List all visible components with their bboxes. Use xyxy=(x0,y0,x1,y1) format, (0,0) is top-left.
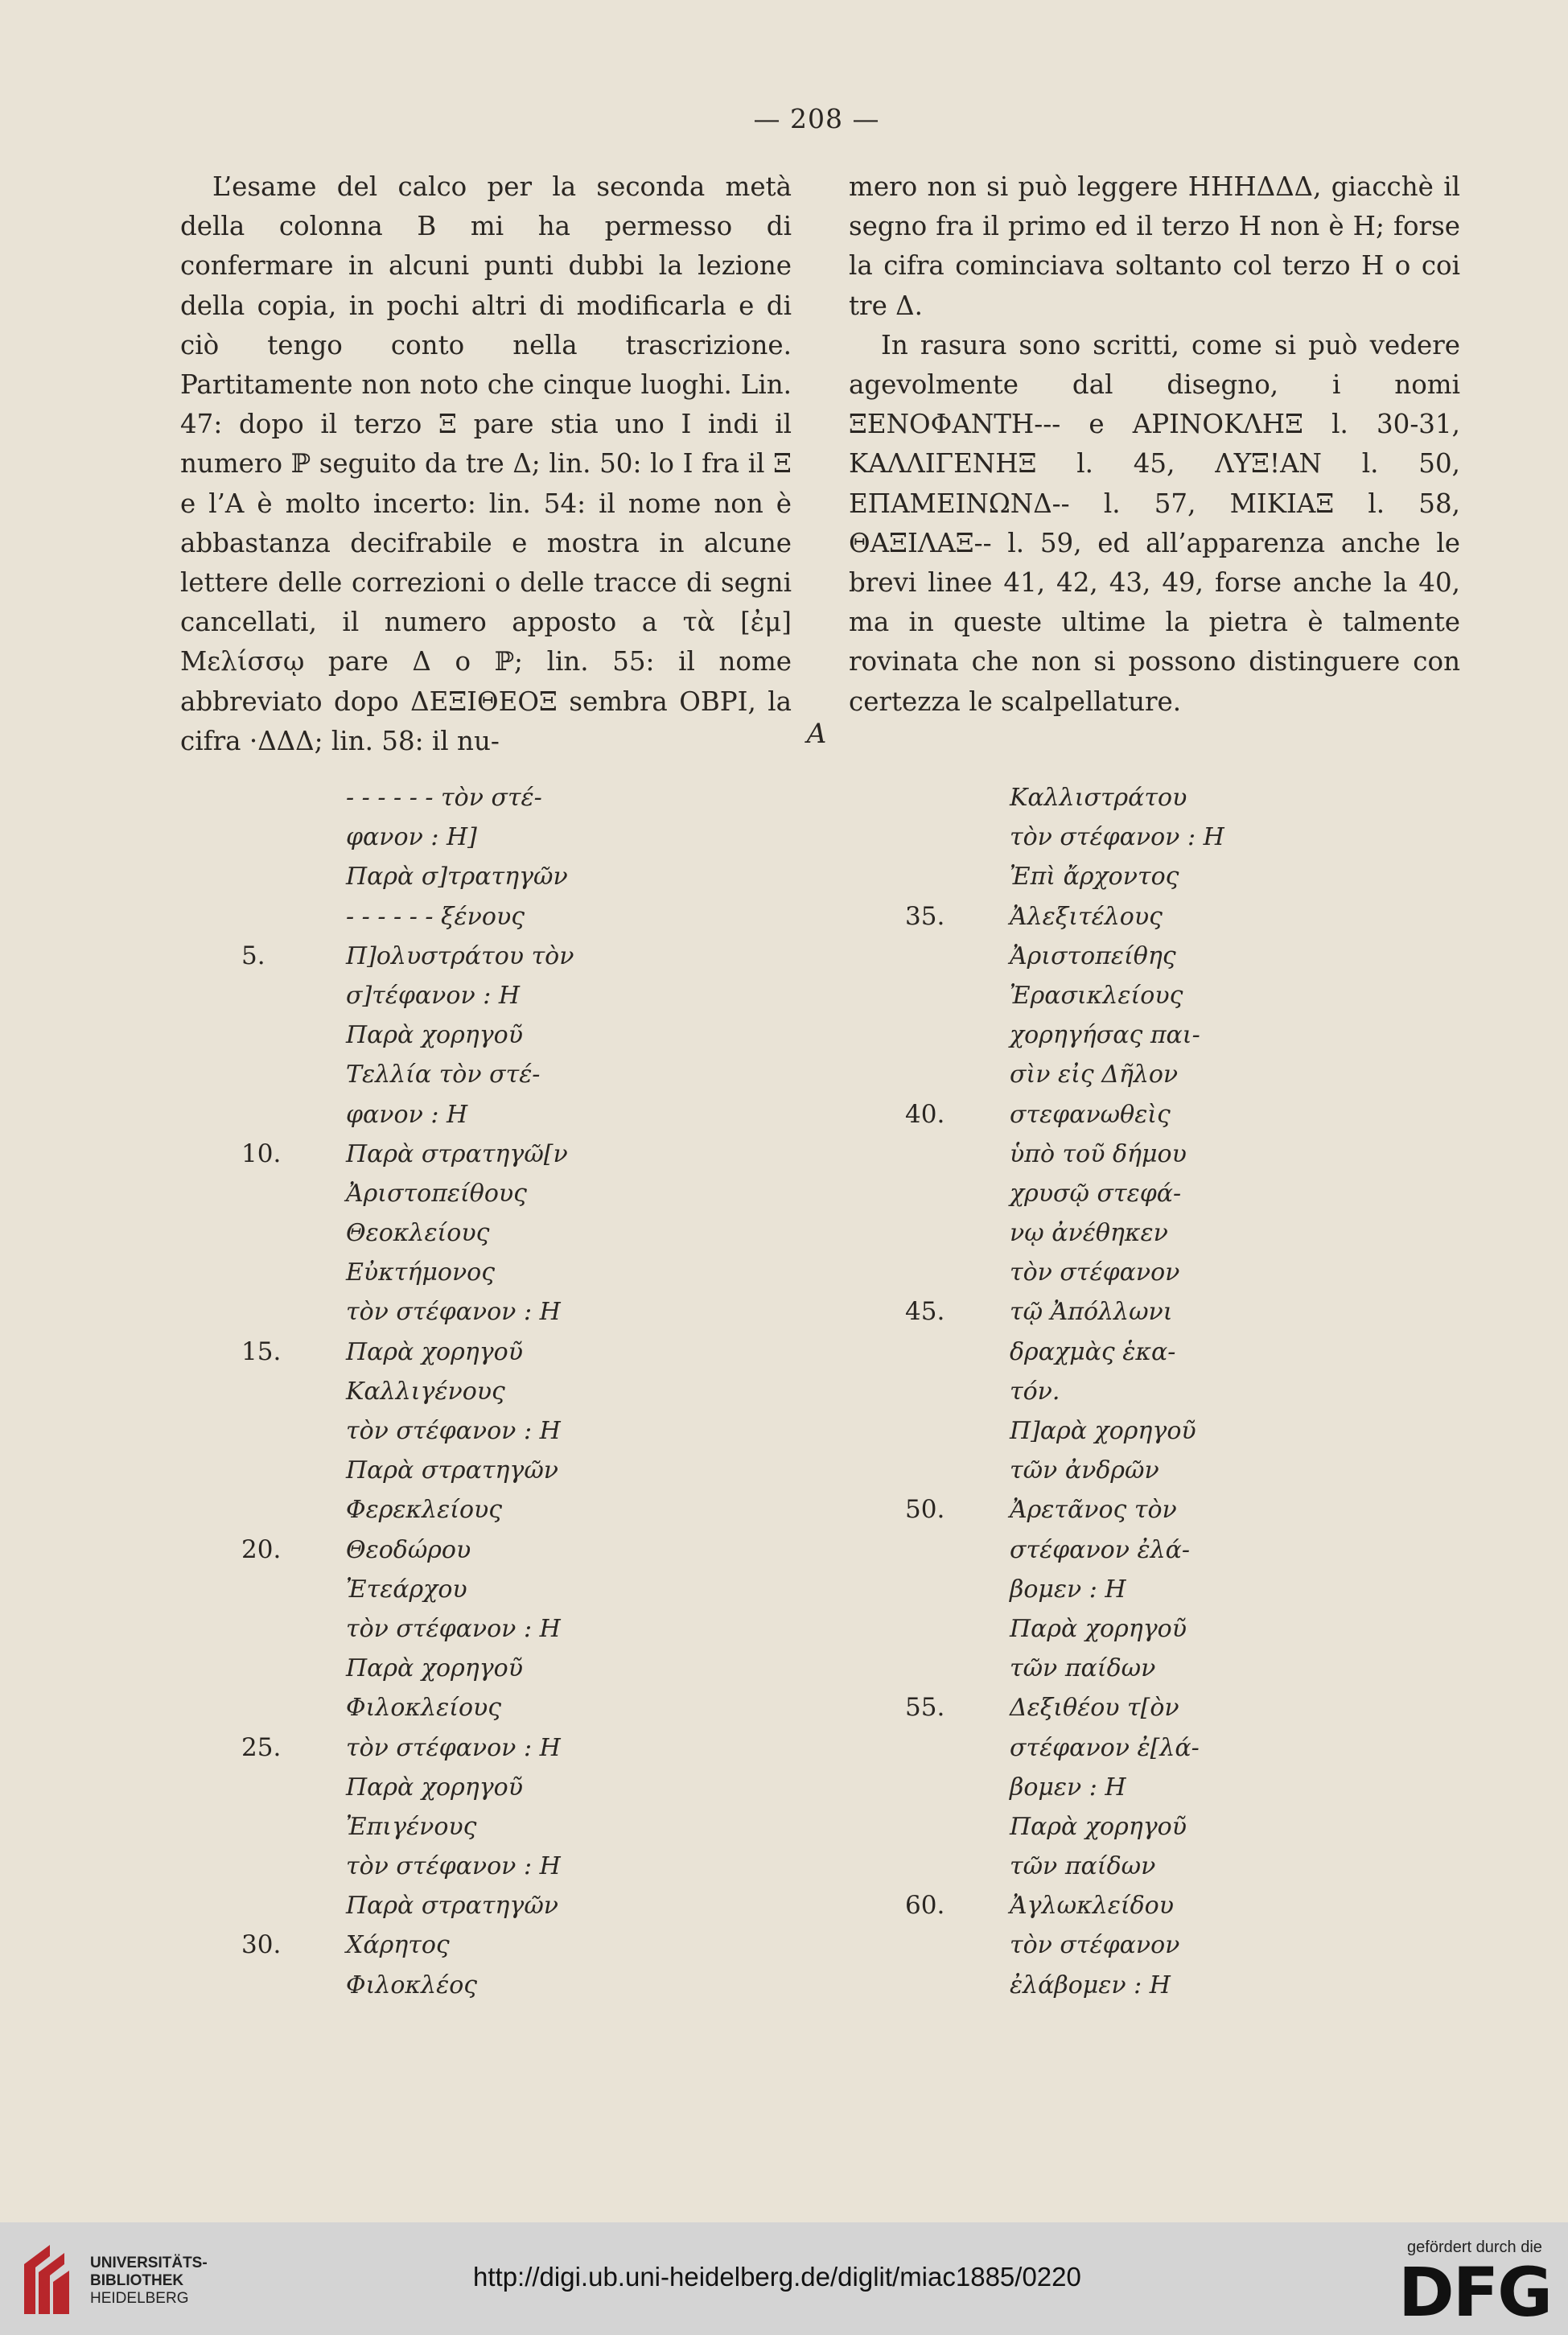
line-text: Παρὰ χορηγοῦ xyxy=(346,1773,523,1802)
inscription-line xyxy=(905,1925,1568,1965)
inscription-line xyxy=(241,1728,965,1768)
line-text: Παρὰ στρατηγῶ[ν xyxy=(346,1139,568,1168)
line-text: τὸν στέφανον : Η xyxy=(346,1417,561,1445)
line-text: τὸν στέφανον : Η xyxy=(346,1614,561,1643)
line-text: Καλλιγένους xyxy=(346,1377,505,1406)
inscription-line xyxy=(905,1451,1568,1490)
inscription-line xyxy=(241,1451,965,1490)
inscription-line xyxy=(241,1055,965,1094)
line-text: βομεν : Η xyxy=(1010,1773,1126,1802)
inscription-line xyxy=(905,1292,1568,1332)
line-text: στέφανον ἐ[λά- xyxy=(1010,1733,1200,1762)
inscription-line xyxy=(241,1807,965,1847)
line-text: φανον : Η xyxy=(346,1100,468,1129)
line-text: στέφανον ἐλά- xyxy=(1010,1535,1191,1564)
line-text: ἐλάβομεν : Η xyxy=(1010,1971,1171,1999)
line-text: τὸν στέφανον : Η xyxy=(346,1298,561,1327)
inscription-line xyxy=(905,1332,1568,1372)
inscription-line xyxy=(905,1174,1568,1213)
inscription-line xyxy=(905,857,1568,896)
line-number: 50. xyxy=(905,1495,945,1525)
inscription-line xyxy=(905,1213,1568,1253)
inscription-line xyxy=(905,976,1568,1015)
line-text: τὸν στέφανον : Η xyxy=(346,1852,561,1881)
line-text: τὸν στέφανον : Η xyxy=(1010,823,1224,852)
inscription-line xyxy=(241,1135,965,1174)
line-text: δραχμὰς ἑκα- xyxy=(1010,1337,1176,1366)
line-text: Καλλιστράτου xyxy=(1010,784,1187,812)
line-number: 55. xyxy=(905,1693,945,1723)
library-name-line: UNIVERSITÄTS- xyxy=(90,2255,208,2271)
inscription-line xyxy=(241,1292,965,1332)
line-text: νῳ ἀνέθηκεν xyxy=(1010,1219,1168,1248)
line-text: Ἀρετᾶνος τὸν xyxy=(1010,1496,1177,1525)
inscription-line xyxy=(241,1213,965,1253)
line-text: Θεοδώρου xyxy=(346,1535,471,1564)
inscription-line xyxy=(241,1609,965,1649)
inscription-line xyxy=(905,817,1568,857)
line-text: - - - - - - ξένους xyxy=(346,902,525,931)
inscription-line xyxy=(905,1609,1568,1649)
inscription-line xyxy=(905,1570,1568,1609)
line-text: Εὐκτήμονος xyxy=(346,1258,496,1287)
inscription-line xyxy=(241,1925,965,1965)
source-url-link[interactable]: http://digi.ub.uni-heidelberg.de/diglit/miac1885/0220 xyxy=(473,2262,1081,2292)
inscription-line xyxy=(905,1966,1568,2005)
footer-bar xyxy=(0,2222,1568,2335)
line-text: τῷ Ἀπόλλωνι xyxy=(1010,1298,1173,1327)
line-text: Δεξιθέου τ[ὸν xyxy=(1010,1694,1179,1723)
line-text: Παρὰ σ]τρατηγῶν xyxy=(346,863,568,892)
inscription-line xyxy=(905,1372,1568,1411)
inscription-line xyxy=(905,1490,1568,1530)
inscription-line xyxy=(241,1490,965,1530)
inscription-line xyxy=(241,1411,965,1451)
prose-left-column xyxy=(180,167,792,761)
inscription-line xyxy=(241,937,965,976)
page-number: — 208 — xyxy=(753,103,880,134)
line-number: 35. xyxy=(905,901,945,931)
inscription-line xyxy=(241,897,965,937)
line-number: 40. xyxy=(905,1099,945,1129)
funding-note: gefördert durch die xyxy=(1407,2238,1542,2256)
line-text: φανον : Η] xyxy=(346,823,477,852)
line-text: στεφανωθεὶς xyxy=(1010,1100,1171,1129)
inscription-line xyxy=(241,1688,965,1728)
line-text: σὶν εἰς Δῆλον xyxy=(1010,1060,1179,1089)
inscription-line xyxy=(241,1886,965,1925)
line-text: Παρὰ χορηγοῦ xyxy=(346,1021,523,1050)
inscription-line xyxy=(905,1886,1568,1925)
prose-paragraph: L’esame del calco per la seconda metà della colonna B mi ha permesso di confermare in alcuni punti dubbi la lezione della copia, in pochi altri di modificarla e di ciò tengo conto nella trascrizione. Partitamente non noto che cinque luoghi. Lin. 47: dopo il terzo Ξ pare stia uno I indi il numero ℙ seguito da tre Δ; lin. 50: lo I fra il Ξ e l’A è molto incerto: lin. 54: il nome non è abbastanza decifrabile e mostra in alcune lettere delle correzioni o delle tracce di segni cancellati, il numero apposto a τὰ [ἐμ] Μελίσσῳ pare Δ o ℙ; lin. 55: il nome abbreviato dopo ΔΕΞΙΘΕΟΞ sembra ΟΒΡΙ, la cifra ·ΔΔΔ; lin. 58: il nu- xyxy=(180,171,792,756)
inscription-line xyxy=(905,1135,1568,1174)
inscription-line xyxy=(905,897,1568,937)
line-text: Παρὰ στρατηγῶν xyxy=(346,1892,559,1921)
line-text: Ἐπιγένους xyxy=(346,1812,477,1841)
line-text: τῶν παίδων xyxy=(1010,1852,1156,1881)
line-number: 60. xyxy=(905,1891,945,1921)
line-text: βομεν : Η xyxy=(1010,1575,1126,1604)
inscription-line xyxy=(241,1015,965,1055)
line-text: - - - - - - τὸν στέ- xyxy=(346,784,542,812)
inscription-line xyxy=(241,1174,965,1213)
inscription-line xyxy=(905,937,1568,976)
prose-paragraph: In rasura sono scritti, come si può vedere agevolmente dal disegno, i nomi ΞΕΝΟΦΑΝΤΗ--- e ΑΡΙΝΟΚΛΗΞ l. 30-31, ΚΑΛΛΙΓΕΝΗΞ l. 45, ΛΥΞ!ΑΝ l. 50, ΕΠΑΜΕΙΝΩΝΔ-- l. 57, ΜΙΚΙΑΞ l. 58, ΘΑΞΙΛΑΞ-- l. 59, ed all’apparenza anche le brevi linee 41, 42, 43, 49, forse anche la 40, ma in queste ultime la pietra è talmente rovinata che non si possono distinguere con certezza le scalpellature. xyxy=(849,329,1460,717)
line-number: 45. xyxy=(905,1297,945,1327)
inscription-line xyxy=(905,1768,1568,1807)
line-text: τῶν παίδων xyxy=(1010,1654,1156,1683)
line-text: Τελλία τὸν στέ- xyxy=(346,1060,541,1089)
line-text: Ἀριστοπείθους xyxy=(346,1179,527,1208)
inscription-line xyxy=(241,1966,965,2005)
line-text: Παρὰ στρατηγῶν xyxy=(346,1456,559,1485)
inscription-left-column xyxy=(241,778,965,2005)
inscription-line xyxy=(241,976,965,1015)
line-text: Θεοκλείους xyxy=(346,1219,490,1248)
inscription-line xyxy=(905,1015,1568,1055)
library-name-line: BIBLIOTHEK xyxy=(90,2272,184,2289)
library-name-line: HEIDELBERG xyxy=(90,2290,189,2307)
inscription-line xyxy=(241,1768,965,1807)
inscription-line xyxy=(905,1847,1568,1886)
inscription-line xyxy=(905,1530,1568,1570)
inscription-line xyxy=(241,1649,965,1688)
line-text: Φερεκλείους xyxy=(346,1496,503,1525)
line-number: 15. xyxy=(241,1336,282,1366)
inscription-line xyxy=(905,1253,1568,1292)
inscription-line xyxy=(241,1253,965,1292)
line-text: τόν. xyxy=(1010,1377,1060,1406)
inscription-line xyxy=(905,1728,1568,1768)
line-number: 10. xyxy=(241,1139,282,1168)
inscription-line xyxy=(241,1332,965,1372)
inscription-heading: A xyxy=(806,718,827,750)
line-text: Ἐτεάρχου xyxy=(346,1575,467,1604)
line-text: Παρὰ χορηγοῦ xyxy=(346,1337,523,1366)
line-text: Ἐρασικλείους xyxy=(1010,981,1183,1010)
line-text: Φιλοκλείους xyxy=(346,1694,502,1723)
line-text: Ἀγλωκλείδου xyxy=(1010,1892,1174,1921)
line-text: τῶν ἀνδρῶν xyxy=(1010,1456,1159,1485)
line-number: 5. xyxy=(241,941,265,970)
line-text: Π]αρὰ χορηγοῦ xyxy=(1010,1417,1196,1445)
line-text: τὸν στέφανον : Η xyxy=(346,1733,561,1762)
inscription-line xyxy=(241,817,965,857)
line-number: 30. xyxy=(241,1930,282,1960)
line-text: Χάρητος xyxy=(346,1931,450,1960)
line-text: Παρὰ χορηγοῦ xyxy=(1010,1614,1187,1643)
line-text: Παρὰ χορηγοῦ xyxy=(346,1654,523,1683)
inscription-line xyxy=(905,1649,1568,1688)
inscription-line xyxy=(905,778,1568,817)
inscription-line xyxy=(241,1847,965,1886)
inscription-line xyxy=(905,1411,1568,1451)
inscription-line xyxy=(905,1688,1568,1728)
inscription-line xyxy=(905,1055,1568,1094)
line-text: Ἀριστοπείθης xyxy=(1010,941,1176,970)
library-name xyxy=(90,2255,208,2308)
line-text: τὸν στέφανον xyxy=(1010,1931,1180,1960)
inscription-line xyxy=(241,1530,965,1570)
line-number: 25. xyxy=(241,1732,282,1762)
inscription-line xyxy=(241,1570,965,1609)
line-text: τὸν στέφανον xyxy=(1010,1258,1180,1287)
inscription-line xyxy=(905,1807,1568,1847)
line-text: χρυσῷ στεφά- xyxy=(1010,1179,1182,1208)
line-text: Ἐπὶ ἄρχοντος xyxy=(1010,863,1179,892)
line-text: Π]ολυστράτου τὸν xyxy=(346,941,574,970)
dfg-logo: DFG xyxy=(1398,2253,1552,2332)
inscription-line xyxy=(905,1095,1568,1135)
line-text: Φιλοκλέος xyxy=(346,1971,478,1999)
inscription-line xyxy=(241,1372,965,1411)
line-text: Ἀλεξιτέλους xyxy=(1010,902,1163,931)
line-number: 20. xyxy=(241,1534,282,1564)
line-text: σ]τέφανον : Η xyxy=(346,981,521,1010)
inscription-line xyxy=(241,778,965,817)
prose-paragraph: mero non si può leggere ΗΗΗΔΔΔ, giacchè il segno fra il primo ed il terzo Η non è Η; forse la cifra cominciava soltanto col terzo Η o coi tre Δ. xyxy=(849,171,1460,321)
line-text: ὑπὸ τοῦ δήμου xyxy=(1010,1139,1187,1168)
prose-right-column xyxy=(849,167,1460,722)
line-text: χορηγήσας παι- xyxy=(1010,1021,1200,1050)
inscription-line xyxy=(241,1095,965,1135)
inscription-right-column xyxy=(905,778,1568,2005)
inscription-line xyxy=(241,857,965,896)
line-text: Παρὰ χορηγοῦ xyxy=(1010,1812,1187,1841)
library-logo-icon xyxy=(18,2240,74,2321)
